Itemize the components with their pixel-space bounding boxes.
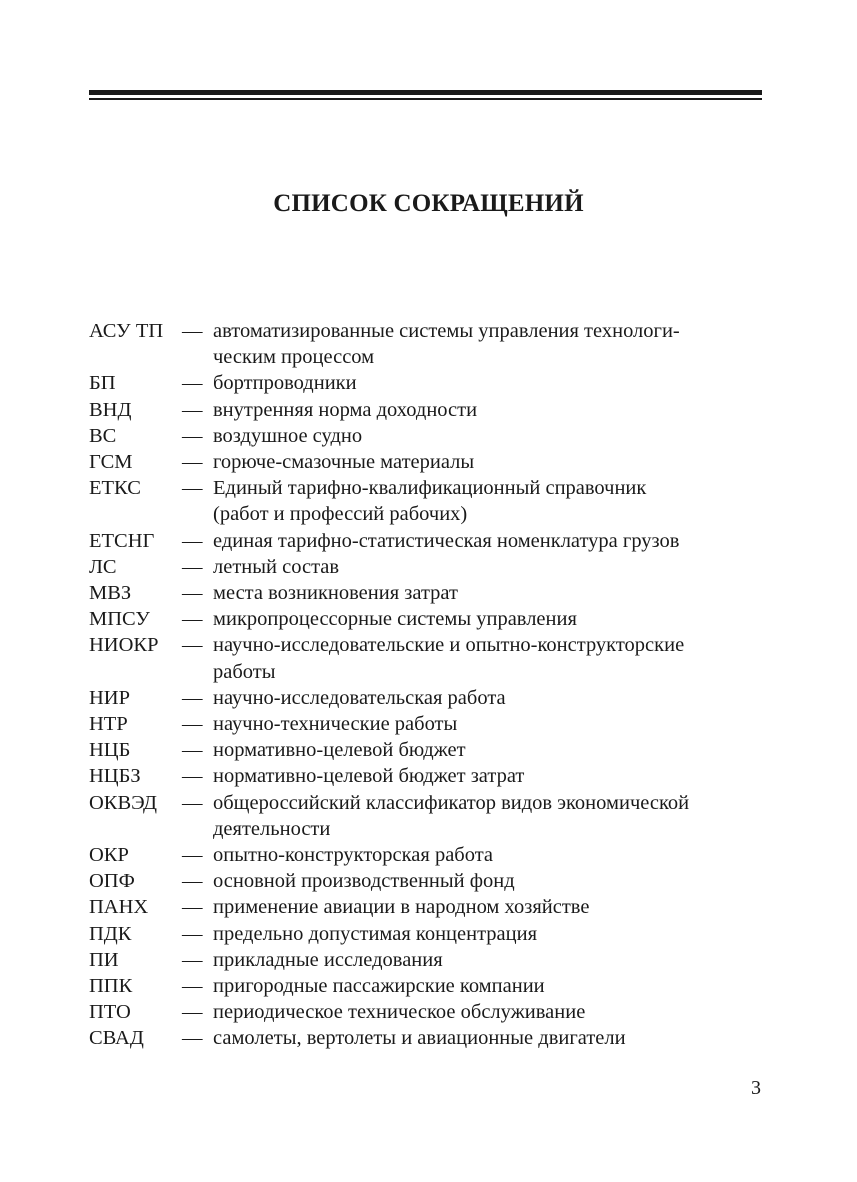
abbreviation-dash: —: [182, 922, 203, 945]
abbreviation-term: ЛС: [89, 555, 117, 578]
abbreviation-definition: автоматизированные системы управления технологи- ческим процессом: [213, 320, 680, 369]
abbreviation-definition: пригородные пассажирские компании: [213, 975, 545, 998]
abbreviation-dash: —: [182, 896, 203, 919]
abbreviation-dash: —: [182, 555, 203, 578]
abbreviation-row: [89, 580, 769, 606]
abbreviation-definition: горюче-смазочные материалы: [213, 451, 475, 474]
abbreviation-dash: —: [182, 686, 203, 709]
abbreviation-list: [89, 318, 769, 1052]
abbreviation-row: [89, 868, 769, 894]
abbreviation-dash: —: [182, 844, 203, 867]
abbreviation-definition: микропроцессорные системы управления: [213, 608, 577, 631]
abbreviation-definition: предельно допустимая концентрация: [213, 922, 538, 945]
abbreviation-dash: —: [182, 529, 203, 552]
abbreviation-term: ГСМ: [89, 451, 133, 474]
abbreviation-dash: —: [182, 582, 203, 605]
abbreviation-term: ОКР: [89, 844, 129, 867]
abbreviation-row: [89, 790, 769, 842]
abbreviation-term: НЦБЗ: [89, 765, 141, 788]
abbreviation-term: ПТО: [89, 1001, 131, 1024]
abbreviation-term: ПДК: [89, 922, 132, 945]
abbreviation-row: [89, 737, 769, 763]
abbreviation-row: [89, 685, 769, 711]
abbreviation-term: НИОКР: [89, 634, 159, 657]
abbreviation-term: НЦБ: [89, 739, 131, 762]
abbreviation-dash: —: [182, 1027, 203, 1050]
abbreviation-row: [89, 475, 769, 527]
abbreviation-term: ОКВЭД: [89, 791, 157, 814]
abbreviation-term: МВЗ: [89, 582, 132, 605]
abbreviation-dash: —: [182, 713, 203, 736]
abbreviation-row: [89, 842, 769, 868]
abbreviation-definition: самолеты, вертолеты и авиационные двигатели: [213, 1027, 626, 1050]
abbreviation-row: [89, 554, 769, 580]
abbreviation-dash: —: [182, 451, 203, 474]
abbreviation-dash: —: [182, 765, 203, 788]
abbreviation-dash: —: [182, 424, 203, 447]
abbreviation-definition: внутренняя норма доходности: [213, 398, 478, 421]
abbreviation-definition: нормативно-целевой бюджет: [213, 739, 466, 762]
abbreviation-definition: места возникновения затрат: [213, 582, 458, 605]
abbreviation-term: ПИ: [89, 948, 119, 971]
abbreviation-row: [89, 921, 769, 947]
abbreviation-definition: применение авиации в народном хозяйстве: [213, 896, 590, 919]
abbreviation-term: ЕТСНГ: [89, 529, 155, 552]
abbreviation-row: [89, 632, 769, 684]
page-title: СПИСОК СОКРАЩЕНИЙ: [273, 190, 584, 217]
abbreviation-dash: —: [182, 739, 203, 762]
abbreviation-row: [89, 894, 769, 920]
page-number: 3: [751, 1077, 761, 1099]
abbreviation-definition: единая тарифно-статистическая номенклатура грузов: [213, 529, 680, 552]
abbreviation-row: [89, 973, 769, 999]
header-rule-thin: [89, 98, 762, 100]
abbreviation-definition: научно-исследовательские и опытно-конструкторские работы: [213, 634, 685, 683]
abbreviation-term: ВНД: [89, 398, 132, 421]
abbreviation-definition: основной производственный фонд: [213, 870, 515, 893]
abbreviation-row: [89, 370, 769, 396]
abbreviation-definition: научно-технические работы: [213, 713, 458, 736]
abbreviation-dash: —: [182, 791, 203, 814]
abbreviation-term: СВАД: [89, 1027, 144, 1050]
abbreviation-dash: —: [182, 870, 203, 893]
abbreviation-definition: опытно-конструкторская работа: [213, 844, 494, 867]
abbreviation-definition: научно-исследовательская работа: [213, 686, 506, 709]
abbreviation-row: [89, 1025, 769, 1051]
abbreviation-row: [89, 449, 769, 475]
abbreviation-row: [89, 763, 769, 789]
abbreviation-row: [89, 423, 769, 449]
abbreviation-row: [89, 528, 769, 554]
abbreviation-term: ВС: [89, 424, 117, 447]
abbreviation-row: [89, 947, 769, 973]
abbreviation-definition: бортпроводники: [213, 372, 357, 395]
abbreviation-row: [89, 999, 769, 1025]
abbreviation-term: НТР: [89, 713, 128, 736]
abbreviation-row: [89, 397, 769, 423]
abbreviation-term: БП: [89, 372, 116, 395]
abbreviation-dash: —: [182, 948, 203, 971]
abbreviation-definition: прикладные исследования: [213, 948, 443, 971]
abbreviation-definition: периодическое техническое обслуживание: [213, 1001, 586, 1024]
abbreviation-dash: —: [182, 1001, 203, 1024]
abbreviation-term: НИР: [89, 686, 131, 709]
abbreviation-term: ПАНХ: [89, 896, 149, 919]
abbreviation-term: МПСУ: [89, 608, 150, 631]
abbreviation-term: АСУ ТП: [89, 320, 164, 342]
header-rule-thick: [89, 90, 762, 95]
abbreviation-row: [89, 606, 769, 632]
abbreviation-definition: летный состав: [213, 555, 340, 578]
abbreviation-dash: —: [182, 398, 203, 421]
abbreviation-dash: —: [182, 608, 203, 631]
abbreviation-dash: —: [182, 372, 203, 395]
abbreviation-row: [89, 318, 769, 370]
abbreviation-dash: —: [182, 477, 203, 500]
abbreviation-term: ЕТКС: [89, 477, 141, 500]
abbreviation-term: ОПФ: [89, 870, 135, 893]
abbreviation-definition: воздушное судно: [213, 424, 363, 447]
abbreviation-term: ППК: [89, 975, 133, 998]
abbreviation-definition: общероссийский классификатор видов экономической деятельности: [213, 791, 690, 840]
abbreviation-dash: —: [182, 975, 203, 998]
abbreviation-definition: Единый тарифно-квалификационный справочник (работ и профессий рабочих): [213, 477, 647, 526]
abbreviation-dash: —: [182, 320, 203, 342]
abbreviation-row: [89, 711, 769, 737]
abbreviation-definition: нормативно-целевой бюджет затрат: [213, 765, 525, 788]
abbreviation-dash: —: [182, 634, 203, 657]
